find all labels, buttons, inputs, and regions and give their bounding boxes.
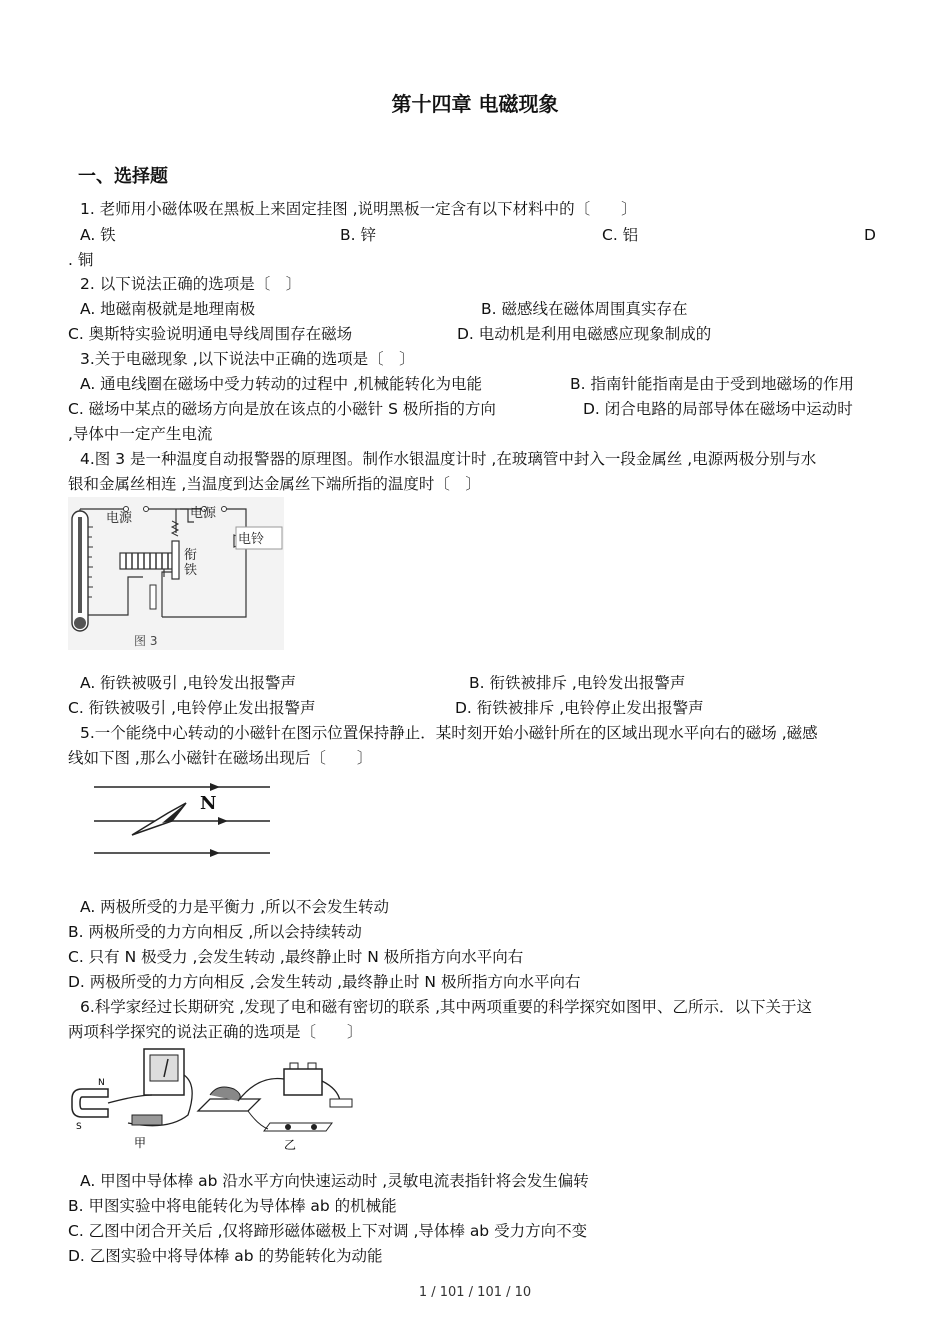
q2-option-b: B. 磁感线在磁体周围真实存在: [481, 300, 688, 318]
thermometer-bulb: [74, 617, 86, 629]
q2-option-c: C. 奥斯特实验说明通电导线周围存在磁场: [68, 325, 353, 343]
q5-stem-line2: 线如下图 ,那么小磁针在磁场出现后〔 〕: [68, 749, 373, 767]
q5-stem-line1: 5.一个能绕中心转动的小磁针在图示位置保持静止．某时刻开始小磁针所在的区域出现水平向右的磁场 ,磁感: [80, 724, 818, 742]
field-arrow: [218, 817, 228, 825]
q6-stem-line2: 两项科学探究的说法正确的选项是〔 〕: [68, 1023, 363, 1041]
figure-label-jia: 甲: [134, 1136, 147, 1150]
armature: [172, 541, 179, 579]
electromagnet-coil: [120, 553, 172, 569]
figure-caption: 图 3: [134, 634, 158, 648]
q1-option-b: B. 锌: [340, 226, 376, 244]
q4-option-a: A. 衔铁被吸引 ,电铃发出报警声: [80, 674, 297, 692]
q6-option-d: D. 乙图实验中将导体棒 ab 的势能转化为动能: [68, 1247, 383, 1265]
q1-stem: 1. 老师用小磁体吸在黑板上来固定挂图 ,说明黑板一定含有以下材料中的〔 〕: [80, 200, 637, 218]
armature-label-1: 衔: [184, 548, 198, 563]
horseshoe-magnet-left: [72, 1089, 108, 1117]
q5-compass-field-diagram: [88, 773, 278, 869]
q4-stem-line2: 银和金属丝相连 ,当温度到达金属丝下端所指的温度时〔 〕: [68, 475, 481, 493]
q1-option-d-letter: D: [864, 226, 876, 244]
wire-rail: [248, 1111, 268, 1129]
q6-option-a: A. 甲图中导体棒 ab 沿水平方向快速运动时 ,灵敏电流表指针将会发生偏转: [80, 1172, 589, 1190]
q2-option-d: D. 电动机是利用电磁感应现象制成的: [457, 325, 712, 343]
armature-label-2: 铁: [184, 563, 198, 578]
figure-label-yi: 乙: [284, 1138, 297, 1152]
page-number: 1 / 101 / 101 / 10: [418, 1285, 532, 1300]
terminal: [222, 507, 227, 512]
q4-option-c: C. 衔铁被吸引 ,电铃停止发出报警声: [68, 699, 316, 717]
page-title: 第十四章 电磁现象: [391, 92, 559, 116]
q3-stem: 3.关于电磁现象 ,以下说法中正确的选项是〔 〕: [80, 350, 415, 368]
q6-experiment-diagram: [68, 1045, 358, 1153]
galvanometer-dial: [150, 1055, 178, 1081]
q1-option-c: C. 铝: [602, 226, 639, 244]
rail-post: [285, 1124, 291, 1130]
q3-option-c: C. 磁场中某点的磁场方向是放在该点的小磁针 S 极所指的方向: [68, 400, 496, 418]
section-heading: 一、选择题: [78, 166, 168, 187]
q5-option-d: D. 两极所受的力方向相反 ,会发生转动 ,最终静止时 N 极所指方向水平向右: [68, 973, 581, 991]
q3-option-b: B. 指南针能指南是由于受到地磁场的作用: [570, 375, 854, 393]
battery-terminals: [290, 1063, 316, 1069]
q5-option-b: B. 两极所受的力方向相反 ,所以会持续转动: [68, 923, 362, 941]
power-source-label-2: 电源: [190, 506, 217, 521]
field-arrow: [210, 783, 220, 791]
power-source-label-1: 电源: [106, 511, 133, 526]
base-plate: [198, 1099, 260, 1111]
q5-option-a: A. 两极所受的力是平衡力 ,所以不会发生转动: [80, 898, 390, 916]
terminal: [144, 507, 149, 512]
field-arrow: [210, 849, 220, 857]
thermometer-mercury: [78, 517, 82, 613]
switch-left: [132, 1115, 162, 1125]
contact-point: [150, 585, 156, 609]
q6-option-c: C. 乙图中闭合开关后 ,仅将蹄形磁体磁极上下对调 ,导体棒 ab 受力方向不变: [68, 1222, 588, 1240]
q2-option-a: A. 地磁南极就是地理南极: [80, 300, 256, 318]
q4-option-b: B. 衔铁被排斥 ,电铃发出报警声: [469, 674, 686, 692]
battery: [284, 1069, 322, 1095]
magnet-n-label: N: [98, 1078, 105, 1088]
rails: [264, 1123, 332, 1131]
q4-stem-line1: 4.图 3 是一种温度自动报警器的原理图。制作水银温度计时 ,在玻璃管中封入一段金属丝 ,电源两极分别与水: [80, 450, 817, 468]
north-pole-label: N: [200, 793, 217, 814]
q3-option-a: A. 通电线圈在磁场中受力转动的过程中 ,机械能转化为电能: [80, 375, 483, 393]
q3-option-d: D. 闭合电路的局部导体在磁场中运动时: [583, 400, 853, 418]
q1-option-a: A. 铁: [80, 226, 116, 244]
q4-alarm-diagram: [68, 497, 284, 650]
q4-option-d: D. 衔铁被排斥 ,电铃停止发出报警声: [455, 699, 704, 717]
compass-needle-s: [132, 803, 186, 835]
magnet-s-label: S: [76, 1122, 82, 1132]
q2-stem: 2. 以下说法正确的选项是〔 〕: [80, 275, 302, 293]
q6-option-b: B. 甲图实验中将电能转化为导体棒 ab 的机械能: [68, 1197, 397, 1215]
q1-option-d-text: . 铜: [68, 251, 94, 269]
switch-right: [330, 1099, 352, 1107]
bell-label: 电铃: [238, 532, 265, 547]
q3-option-d-continued: ,导体中一定产生电流: [68, 425, 213, 443]
q5-option-c: C. 只有 N 极受力 ,会发生转动 ,最终静止时 N 极所指方向水平向右: [68, 948, 524, 966]
q6-stem-line1: 6.科学家经过长期研究 ,发现了电和磁有密切的联系 ,其中两项重要的科学探究如图甲、乙所示．以下关于这: [80, 998, 812, 1016]
rail-post: [311, 1124, 317, 1130]
